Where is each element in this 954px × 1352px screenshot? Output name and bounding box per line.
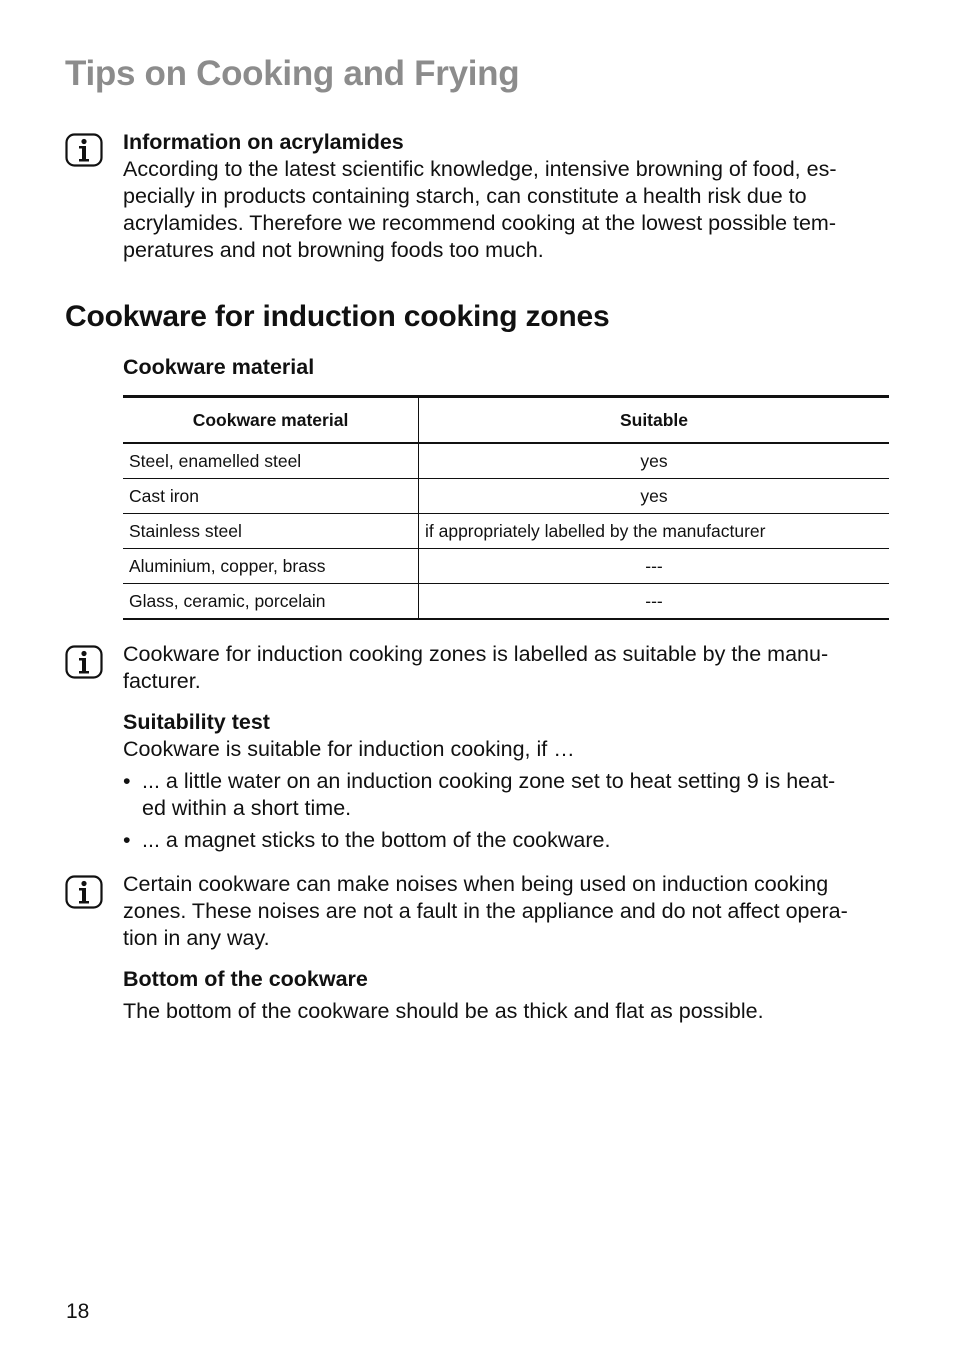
bottom-text: The bottom of the cookware should be as thick and flat as possible.: [123, 999, 764, 1023]
page-title: Tips on Cooking and Frying: [65, 54, 520, 93]
bullet-line: ... a little water on an induction cooking zone set to heat setting 9 is heat-: [142, 769, 836, 793]
section-heading: Cookware for induction cooking zones: [65, 300, 610, 333]
acrylamides-line: peratures and not browning foods too much.: [123, 238, 544, 262]
table-cell-material: Glass, ceramic, porcelain: [123, 584, 419, 620]
bullet-text: [142, 768, 835, 822]
table-cell-material: Steel, enamelled steel: [123, 443, 419, 479]
table-cell-suitable: yes: [419, 443, 890, 479]
acrylamides-line: According to the latest scientific knowledge, intensive browning of food, es-: [123, 157, 837, 181]
table-cell-material: Stainless steel: [123, 514, 419, 549]
suitability-heading: Suitability test: [123, 710, 270, 734]
table-row: [123, 514, 889, 549]
bullet-symbol: •: [123, 828, 131, 852]
noise-note: [123, 871, 891, 952]
cookware-material-heading: Cookware material: [123, 355, 315, 379]
note-line: zones. These noises are not a fault in the appliance and do not affect opera-: [123, 899, 848, 923]
table-cell-material: Aluminium, copper, brass: [123, 549, 419, 584]
acrylamides-line: acrylamides. Therefore we recommend cooking at the lowest possible tem-: [123, 211, 837, 235]
table-header-row: [123, 397, 889, 444]
labelling-note: [123, 641, 891, 695]
suitability-intro: Cookware is suitable for induction cooking, if …: [123, 737, 575, 761]
acrylamides-heading: Information on acrylamides: [123, 130, 404, 154]
table-cell-suitable: yes: [419, 479, 890, 514]
table-row: [123, 443, 889, 479]
note-line: tion in any way.: [123, 926, 270, 950]
page-number: 18: [66, 1300, 90, 1323]
table-row: [123, 584, 889, 620]
table-row: [123, 479, 889, 514]
column-header: Suitable: [419, 397, 890, 444]
bullet-symbol: •: [123, 769, 131, 793]
note-line: facturer.: [123, 669, 201, 693]
bottom-heading: Bottom of the cookware: [123, 967, 368, 991]
info-icon: [65, 133, 103, 167]
suitability-test: [123, 709, 891, 763]
table-cell-suitable: ---: [419, 549, 890, 584]
info-icon: [65, 645, 103, 679]
table-cell-suitable: if appropriately labelled by the manufacturer: [419, 514, 890, 549]
note-line: Cookware for induction cooking zones is labelled as suitable by the manu-: [123, 642, 829, 666]
info-icon: [65, 875, 103, 909]
acrylamides-line: pecially in products containing starch, can constitute a health risk due to: [123, 184, 807, 208]
cookware-table: [123, 395, 889, 620]
table-cell-suitable: ---: [419, 584, 890, 620]
note-line: Certain cookware can make noises when being used on induction cooking: [123, 872, 829, 896]
column-header: Cookware material: [123, 397, 419, 444]
table-row: [123, 549, 889, 584]
bullet-line: ... a magnet sticks to the bottom of the cookware.: [142, 828, 611, 852]
bullet-line: ed within a short time.: [142, 796, 352, 820]
table-cell-material: Cast iron: [123, 479, 419, 514]
acrylamides-note: [123, 129, 891, 264]
bullet-text: [142, 827, 610, 854]
